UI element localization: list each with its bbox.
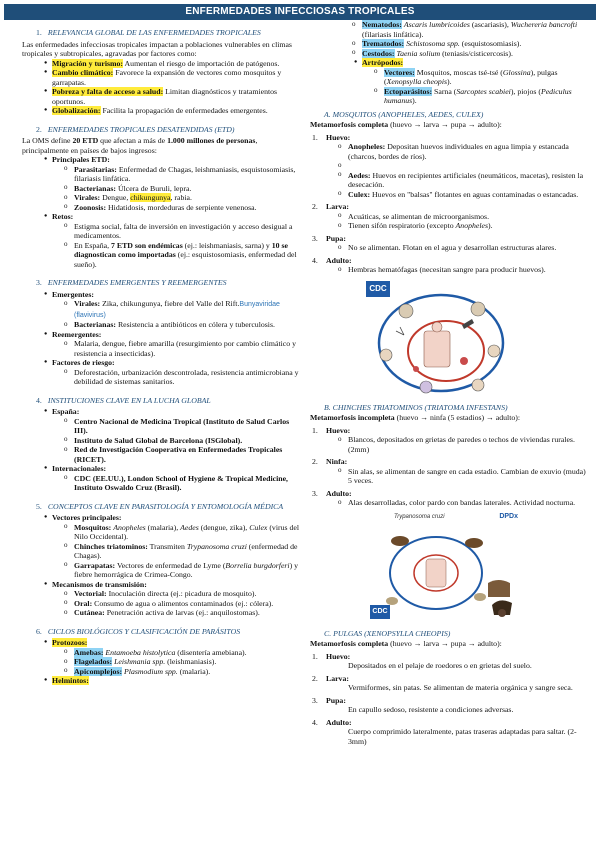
stage-pupa: 3. Pupa: En capullo sedoso, resistente a condiciones adversas. (310, 696, 586, 715)
list-item: ● Helmintos: (22, 676, 304, 686)
list-item: o Apicomplejos: Plasmodium spp. (malaria). (52, 667, 304, 677)
list-item: o Trematodos: Schistosoma spp. (esquistosomiasis). (340, 39, 586, 49)
section-3 (22, 278, 304, 387)
list-item: o Virales: Zika, chikungunya, fiebre del Valle del Rift.Bunyaviridae (flavivirus) (52, 299, 304, 320)
list-item: ● España: o Centro Nacional de Medicina Tropical (Instituto de Salud Carlos III). o Instituto de Salud Global de Barcelona (ISGlobal). o Red de Investigación Cooperativa en Enfermedades Tropicales (RICET). (22, 407, 304, 464)
list-item: o Cestodos: Taenia solium (teniasis/cisticercosis). (340, 49, 586, 59)
list-item: o Malaria, dengue, fiebre amarilla (resurgimiento por cambio climático y resistencia a insecticidas). (52, 339, 304, 358)
chinches-metamorphosis: Metamorfosis incompleta (huevo → ninfa (5 estadios) → adulto): (310, 413, 521, 422)
stage-nymph: 2. Ninfa: o Sin alas, se alimentan de sangre en cada estadio. Cambian de exuvio (muda) 5 veces. (310, 457, 586, 486)
list-item: o En España, 7 ETD son endémicas (ej.: leishmaniasis, sarna) y 10 se diagnostican como importadas (ej.: esquistosomiasis, enfermedad del sueño). (52, 241, 304, 270)
section-6-title: 6. CICLOS BIOLÓGICOS Y CLASIFICACIÓN DE PARÁSITOS (36, 626, 241, 636)
list-item: o Estigma social, falta de inversión en investigación y acceso desigual a medicamentos. (52, 222, 304, 241)
list-item: o Alas desarrolladas, color pardo con bandas laterales. Actividad nocturna. (326, 498, 586, 508)
subsection-pulgas (310, 629, 586, 747)
section-1 (22, 28, 304, 116)
left-column (22, 28, 304, 695)
list-item: o Deforestación, urbanización descontrolada, resistencia antimicrobiana y debilidad de sistemas sanitarios. (52, 368, 304, 387)
cdc-logo: CDC (370, 605, 390, 619)
section-2 (22, 125, 304, 270)
list-item: o Hembras hematófagas (necesitan sangre para producir huevos). (326, 265, 586, 275)
list-item: ● Cambio climático: Favorece la expansión de vectores como mosquitos y garrapatas. (22, 68, 304, 87)
subsection-mosquitos (310, 110, 586, 399)
pulgas-metamorphosis: Metamorfosis completa (huevo → larva → pupa → adulto): (310, 639, 502, 648)
list-item: o Ectoparásitos: Sarna (Sarcoptes scabiei), piojos (Pediculus humanus). (362, 87, 586, 106)
list-item: o CDC (EE.UU.), London School of Hygiene & Tropical Medicine, Instituto Oswaldo Cruz (Brasil). (52, 474, 304, 493)
section-5 (22, 502, 304, 618)
list-item: o Acuáticas, se alimentan de microorganismos. (326, 212, 586, 222)
list-item: ● Factores de riesgo: o Deforestación, urbanización descontrolada, resistencia antimicrobiana y debilidad de sistemas sanitarios. (22, 358, 304, 387)
list-item: o Zoonosis: Hidatidosis, mordeduras de serpiente venenosa. (52, 203, 304, 213)
list-item: ● Pobreza y falta de acceso a salud: Limitan diagnósticos y tratamientos oportunos. (22, 87, 304, 106)
list-item: ● Artrópodos: o Vectores: Mosquitos, moscas tsé-tsé (Glossina), pulgas (Xenopsylla cheopis). o Ectoparásitos: Sarna (Sarcoptes scabiei), piojos (Pediculus humanus). (332, 58, 586, 106)
list-item: o Tienen sifón respiratorio (excepto Anopheles). (326, 221, 586, 231)
list-item: Vermiformes, sin patas. Se alimentan de materia orgánica y sangre seca. (348, 683, 573, 692)
list-item: o Bacterianas: Resistencia a antibióticos en cólera y tuberculosis. (52, 320, 304, 330)
section-2-intro: La OMS define 20 ETD que afectan a más de 1.000 millones de personas, principalmente en países de bajos ingresos: (22, 136, 258, 155)
list-item: o Mosquitos: Anopheles (malaria), Aedes (dengue, zika), Culex (virus del Nilo Occidental). (52, 523, 304, 542)
helmintos-list (340, 20, 586, 58)
list-item: ● Globalización: Facilita la propagación de enfermedades emergentes. (22, 106, 304, 116)
mosquito-lifecycle-diagram (366, 281, 516, 399)
list-item: Depositados en el pelaje de roedores o en grietas del suelo. (348, 661, 532, 670)
list-item: o Vectorial: Inoculación directa (ej.: picadura de mosquito). (52, 589, 304, 599)
list-item: o Flagelados: Leishmania spp. (leishmaniasis). (52, 657, 304, 667)
margin-note: Bunyaviridae (flavivirus) (74, 301, 280, 319)
stage-egg: 1. Huevo: o Blancos, depositados en grietas de paredes o techos de viviendas rurales. (2mm) (310, 426, 586, 455)
list-item: ● Internacionales: o CDC (EE.UU.), London School of Hygiene & Tropical Medicine, Instituto Oswaldo Cruz (Brasil). (22, 464, 304, 493)
list-item: o Anopheles: Depositan huevos individuales en agua limpia y estancada (charcos, bordes de ríos). (326, 142, 586, 161)
stage-adult: 3. Adulto: o Alas desarrolladas, color pardo con bandas laterales. Actividad nocturna. (310, 489, 586, 508)
stage-adult: 4. Adulto: Cuerpo comprimido lateralmente, patas traseras adaptadas para saltar. (2-3mm) (310, 718, 586, 747)
list-item: o Sin alas, se alimentan de sangre en cada estadio. Cambian de exuvio (muda) 5 veces. (326, 467, 586, 486)
stage-egg: 1. Huevo: o Anopheles: Depositan huevos individuales en agua limpia y estancada (charcos, bordes de ríos). o o Aedes: Huevos en recipientes artificiales (neumáticos, macetas), resisten la desecación. o Culex: Huevos en "balsas" flotantes en aguas contaminadas o estancadas. (310, 133, 586, 200)
list-item: o Chinches triatominos: Transmiten Trypanosoma cruzi (enfermedad de Chagas). (52, 542, 304, 561)
stage-larva: 2. Larva: Vermiformes, sin patas. Se alimentan de materia orgánica y sangre seca. (310, 674, 586, 693)
list-item: ● Protozoos: o Amebas: Entamoeba histolytica (disentería amebiana). o Flagelados: Leishmania spp. (leishmaniasis). o Apicomplejos: Plasmodium spp. (malaria). (22, 638, 304, 676)
chinches-title: B. CHINCHES TRIATOMINOS (TRIATOMA INFESTANS) (324, 402, 508, 412)
list-item: o Vectores: Mosquitos, moscas tsé-tsé (Glossina), pulgas (Xenopsylla cheopis). (362, 68, 586, 87)
list-item: ● Emergentes: o Virales: Zika, chikungunya, fiebre del Valle del Rift.Bunyaviridae (flavivirus) o Bacterianas: Resistencia a antibióticos en cólera y tuberculosis. (22, 290, 304, 330)
list-item: ● Retos: o Estigma social, falta de inversión en investigación y acceso desigual a medicamentos. o En España, 7 ETD son endémicas (ej.: leishmaniasis, sarna) y 10 se diagnostican como importadas (ej.: esquistosomiasis, enfermedad del sueño). (22, 212, 304, 269)
stage-larva: 2. Larva: o Acuáticas, se alimentan de microorganismos. o Tienen sifón respiratorio (excepto Anopheles). (310, 202, 586, 231)
section-4-title: 4. INSTITUCIONES CLAVE EN LA LUCHA GLOBAL (36, 395, 211, 405)
section-5-title: 5. CONCEPTOS CLAVE EN PARASITOLOGÍA Y ENTOMOLOGÍA MÉDICA (36, 501, 284, 511)
pulgas-title: C. PULGAS (XENOPSYLLA CHEOPIS) (324, 628, 451, 638)
section-6 (22, 627, 304, 686)
list-item: ● Migración y turismo: Aumentan el riesgo de importación de patógenos. (22, 59, 304, 69)
list-item: o Red de Investigación Cooperativa en Enfermedades Tropicales (RICET). (52, 445, 304, 464)
list-item: En capullo sedoso, resistente a condiciones adversas. (348, 705, 514, 714)
list-item: o Nematodos: Ascaris lumbricoides (ascariasis), Wuchereria bancrofti (filariasis linfática). (340, 20, 586, 39)
list-item: ● Reemergentes: o Malaria, dengue, fiebre amarilla (resurgimiento por cambio climático y resistencia a insecticidas). (22, 330, 304, 359)
section-2-title: 2. ENFERMEDADES TROPICALES DESATENDIDAS (ETD) (36, 124, 235, 134)
list-item: o Bacterianas: Úlcera de Buruli, lepra. (52, 184, 304, 194)
right-column (310, 20, 586, 746)
list-item: o Instituto de Salud Global de Barcelona (ISGlobal). (52, 436, 304, 446)
stage-adult: 4. Adulto: o Hembras hematófagas (necesitan sangre para producir huevos). (310, 256, 586, 275)
list-item: o Cutánea: Penetración activa de larvas (ej.: anquilostomas). (52, 608, 304, 618)
mosquitos-title: A. MOSQUITOS (ANOPHELES, AEDES, CULEX) (324, 109, 484, 119)
diagram-title: Trypanosoma cruzi (394, 513, 445, 520)
dpdx-logo: DPDx (499, 512, 518, 520)
section-3-title: 3. ENFERMEDADES EMERGENTES Y REEMERGENTES (36, 278, 227, 287)
list-item: o Centro Nacional de Medicina Tropical (Instituto de Salud Carlos III). (52, 417, 304, 436)
list-item: o Parasitarias: Enfermedad de Chagas, leishmaniasis, esquistosomiasis, filariasis linfática. (52, 165, 304, 184)
list-item: ● Principales ETD: o Parasitarias: Enfermedad de Chagas, leishmaniasis, esquistosomiasis, filariasis linfática. o Bacterianas: Úlcera de Buruli, lepra. o Virales: Dengue, chikungunya, rabia. o Zoonosis: Hidatidosis, mordeduras de serpiente venenosa. (22, 155, 304, 212)
mosquitos-metamorphosis: Metamorfosis completa (huevo → larva → pupa → adulto): (310, 120, 502, 129)
list-item: Cuerpo comprimido lateralmente, patas traseras adaptadas para saltar. (2-3mm) (348, 727, 577, 746)
list-item: o Aedes: Huevos en recipientes artificiales (neumáticos, macetas), resisten la desecación. (326, 171, 586, 190)
section-1-title: 1. RELEVANCIA GLOBAL DE LAS ENFERMEDADES TROPICALES (36, 28, 261, 37)
cdc-logo: CDC (366, 281, 390, 297)
section-1-intro: Las enfermedades infecciosas tropicales impactan a poblaciones vulnerables en climas tropicales y subtropicales, agravadas por factores como: (22, 39, 292, 58)
page-title: ENFERMEDADES INFECCIOSAS TROPICALES (4, 4, 596, 20)
list-item: o Oral: Consumo de agua o alimentos contaminados (ej.: cólera). (52, 599, 304, 609)
stage-pupa: 3. Pupa: o No se alimentan. Flotan en el agua y desarrollan estructuras alares. (310, 234, 586, 253)
subsection-chinches (310, 403, 586, 625)
list-item: o Amebas: Entamoeba histolytica (disentería amebiana). (52, 648, 304, 658)
list-item: o Garrapatas: Vectores de enfermedad de Lyme (Borrelia burgdorferi) y fiebre hemorrágica de Crimea-Congo. (52, 561, 304, 580)
stage-egg: 1. Huevo: Depositados en el pelaje de roedores o en grietas del suelo. (310, 652, 586, 671)
list-item: ● Mecanismos de transmisión: o Vectorial: Inoculación directa (ej.: picadura de mosquito). o Oral: Consumo de agua o alimentos contaminados (ej.: cólera). o Cutánea: Penetración activa de larvas (ej.: anquilostomas). (22, 580, 304, 618)
list-item: o Virales: Dengue, chikungunya, rabia. (52, 193, 304, 203)
list-item: o Blancos, depositados en grietas de paredes o techos de viviendas rurales. (2mm) (326, 435, 586, 454)
list-item: o No se alimentan. Flotan en el agua y desarrollan estructuras alares. (326, 243, 586, 253)
list-item (326, 161, 586, 171)
list-item: o Culex: Huevos en "balsas" flotantes en aguas contaminadas o estancadas. (326, 190, 586, 200)
section-4 (22, 396, 304, 493)
trypanosoma-lifecycle-diagram (366, 513, 522, 625)
lifecycle-svg (366, 281, 516, 399)
list-item: ● Vectores principales: o Mosquitos: Anopheles (malaria), Aedes (dengue, zika), Culex (virus del Nilo Occidental). o Chinches triatominos: Transmiten Trypanosoma cruzi (enfermedad de Chagas). o Garrapatas: Vectores de enfermedad de Lyme (Borrelia burgdorferi) y fiebre hemorrágica de Crimea-Congo. (22, 513, 304, 580)
